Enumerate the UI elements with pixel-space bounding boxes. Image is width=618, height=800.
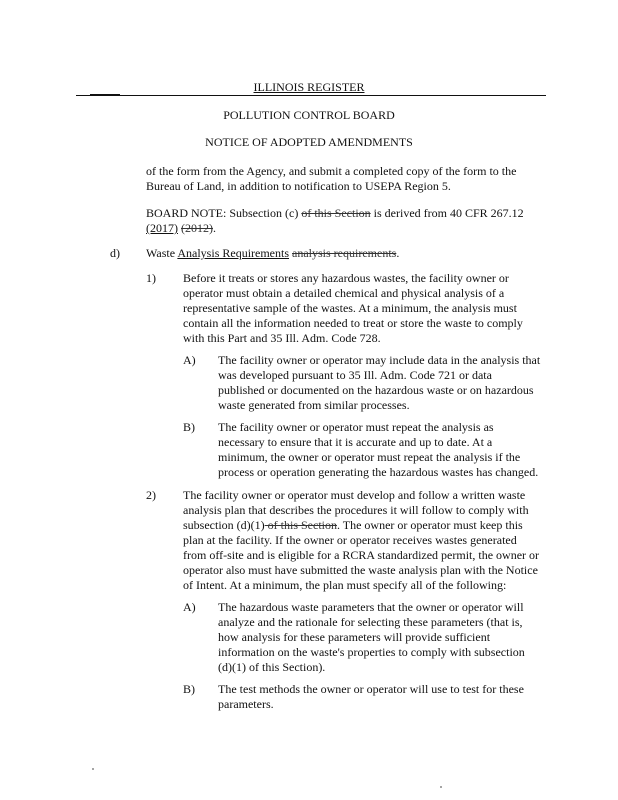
subsection-d-title-inserted: Analysis Requirements [177,246,290,260]
item-2-line: operator also must have submitted the waste analysis plan with the Notice [183,563,538,577]
board-note-year-struck: (2012) [181,221,213,235]
item-1b-line: process or operation generating the hazardous wastes has changed. [218,465,539,479]
item-2-line: of Intent. At a minimum, the plan must specify all of the following: [183,578,507,592]
scan-speck [92,768,94,770]
board-note-struck: of this Section [301,206,371,220]
notice-title: NOTICE OF ADOPTED AMENDMENTS [205,135,413,149]
item-1-line: Before it treats or stores any hazardous wastes, the facility owner or [183,271,509,285]
intro-line: Bureau of Land, in addition to notification to USEPA Region 5. [146,179,451,193]
item-1b-line: The facility owner or operator must repeat the analysis as [218,420,494,434]
item-2b-line: The test methods the owner or operator will use to test for these [218,682,524,696]
item-2a-line: (d)(1) of this Section). [218,660,326,674]
item-1a-line: The facility owner or operator may include data in the analysis that [218,353,541,367]
intro-line: of the form from the Agency, and submit a completed copy of the form to the [146,164,517,178]
item-2-line: analysis plan that describes the procedures it will follow to comply with [183,503,529,517]
item-2-struck: of this Section [264,518,337,532]
item-1a-line: published or documented on the hazardous waste or on hazardous [218,383,534,397]
register-title: ILLINOIS REGISTER [253,80,365,94]
item-2-line: subsection (d)(1) of this Section. The owner or operator must keep this [183,518,523,532]
subsection-d-title-struck: analysis requirements [292,246,397,260]
subsection-d-title: Waste Analysis Requirements analysis requirements. [146,246,400,260]
item-2a-line: information on the waste's properties to comply with subsection [218,645,525,659]
item-1-label: 1) [146,271,156,285]
board-title: POLLUTION CONTROL BOARD [223,108,395,122]
subsection-d-label: d) [110,246,120,260]
item-1a-line: was developed pursuant to 35 Ill. Adm. Code 721 or data [218,368,492,382]
item-2-line: The facility owner or operator must develop and follow a written waste [183,488,526,502]
board-note-year: (2017) (2012). [146,221,216,235]
scan-speck [440,786,442,788]
item-2b-line: parameters. [218,697,274,711]
item-1a-line: waste generated from similar processes. [218,398,410,412]
item-1b-label: B) [183,420,195,434]
item-2a-line: The hazardous waste parameters that the owner or operator will [218,600,524,614]
item-2-label: 2) [146,488,156,502]
header-rule [76,95,546,96]
item-1b-line: necessary to ensure that it is accurate and up to date. At a [218,435,493,449]
item-2-line: plan at the facility. If the owner or operator receives wastes generated [183,533,517,547]
board-note-lead: BOARD NOTE: Subsection (c) [146,206,302,220]
item-1b-line: minimum, the owner or operator must repeat the analysis if the [218,450,521,464]
header-rule-mark [90,94,120,96]
item-2-line: from off-site and is eligible for a RCRA standardized permit, the owner or [183,548,540,562]
item-1a-label: A) [183,353,196,367]
item-1-line: with this Part and 35 Ill. Adm. Code 728. [183,331,381,345]
item-2a-label: A) [183,600,196,614]
item-1-line: operator must obtain a detailed chemical and physical analysis of a [183,286,505,300]
item-1-line: representative sample of the wastes. At a minimum, the analysis must [183,301,517,315]
item-2a-line: analyze and the rationale for selecting these parameters (that is, [218,615,523,629]
board-note-mid: is derived from 40 CFR 267.12 [370,206,524,220]
item-1-line: contain all the information needed to treat or store the waste to comply [183,316,523,330]
board-note-year-inserted: (2017) [146,221,178,235]
item-2b-label: B) [183,682,195,696]
board-note [146,206,524,222]
item-2a-line: how analysis for these parameters will provide sufficient [218,630,491,644]
